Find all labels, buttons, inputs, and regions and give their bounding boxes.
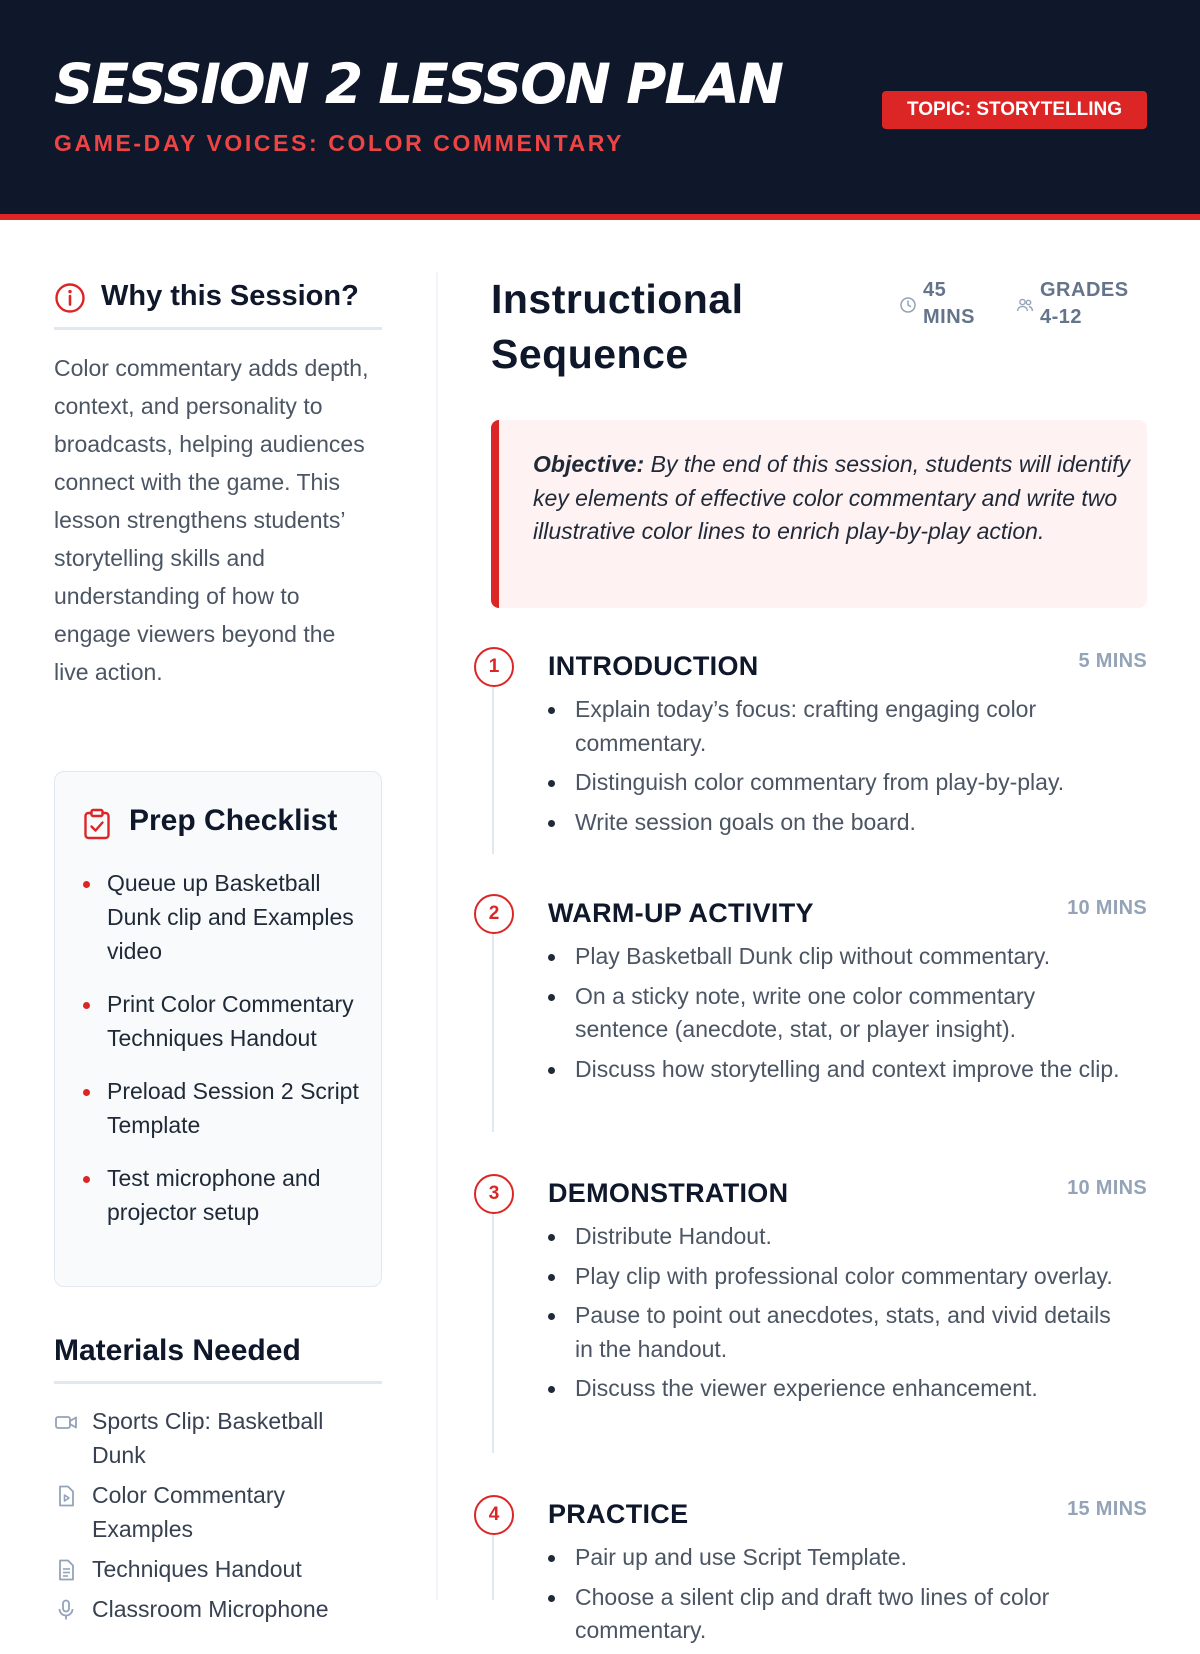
list-item-text: Discuss the viewer experience enhancement. [575, 1375, 1038, 1401]
prep-checklist-title: Prep Checklist [129, 804, 338, 837]
step-bullet-list [548, 1541, 1128, 1654]
checklist-item-text: Preload Session 2 Script Template [107, 1078, 359, 1138]
list-item-text: Distinguish color commentary from play-by-play. [575, 769, 1065, 795]
list-item [548, 693, 1128, 760]
list-item-text: Explain today’s focus: crafting engaging color commentary. [575, 696, 1037, 756]
list-item-text: Pair up and use Script Template. [575, 1544, 907, 1570]
step-number-badge: 4 [474, 1495, 514, 1535]
bullet-dot [548, 1234, 555, 1241]
bullet-dot [548, 820, 555, 827]
why-section-body: Color commentary adds depth, context, and personality to broadcasts, helping audiences connect with the game. This lesson strengthens students’ storytelling skills and understanding of how to engage viewers beyond the live action. [54, 355, 369, 685]
objective-text [533, 448, 1133, 549]
materials-section-header [54, 1330, 382, 1384]
materials-list [54, 1404, 382, 1632]
bullet-dot [83, 1089, 90, 1096]
list-item-text: Write session goals on the board. [575, 808, 916, 835]
checklist-item [83, 1074, 363, 1142]
list-item [548, 806, 1128, 840]
page-title: SESSION 2 LESSON PLAN [54, 52, 783, 116]
list-item-text: Distribute Handout. [575, 1223, 772, 1249]
page-subtitle: GAME-DAY VOICES: COLOR COMMENTARY [54, 130, 625, 156]
list-item [548, 1541, 1128, 1575]
step-bullet-list [548, 1220, 1128, 1412]
list-item [548, 1220, 1128, 1254]
video-file-icon [54, 1484, 78, 1508]
objective-body: By the end of this session, students will identify key elements of effective color commentary and write two illustrative color lines to enrich play-by-play action. [533, 451, 1131, 544]
users-icon [1016, 296, 1034, 314]
objective-callout [491, 420, 1147, 608]
step-duration: 10 MINS [1067, 1177, 1147, 1199]
step-title: DEMONSTRATION [548, 1178, 789, 1208]
list-item-text: Choose a silent clip and draft two lines of color commentary. [575, 1583, 1050, 1643]
bullet-dot [548, 954, 555, 961]
grade-range [1040, 277, 1150, 331]
step-bullet-list [548, 940, 1128, 1092]
info-circle-icon [54, 282, 86, 314]
sequence-title: Instructional Sequence [491, 276, 744, 377]
timeline-connector [492, 1211, 494, 1453]
prep-checklist [83, 866, 363, 1248]
timeline-connector [492, 684, 494, 854]
step-number-badge: 2 [474, 894, 514, 934]
microphone-icon [54, 1598, 78, 1622]
bullet-dot [548, 1067, 555, 1074]
duration-value: 45 [923, 279, 947, 301]
bullet-dot [83, 1002, 90, 1009]
bullet-dot [548, 1555, 555, 1562]
material-item [54, 1478, 382, 1546]
list-item [548, 766, 1128, 800]
list-item-text: On a sticky note, write one color commentary sentence (anecdote, stat, or player insight). [575, 982, 1036, 1042]
header-accent-rule [0, 214, 1200, 220]
bullet-dot [548, 1313, 555, 1320]
checklist-item-text: Print Color Commentary Techniques Handout [107, 991, 354, 1051]
why-section-header [54, 278, 382, 330]
step-duration: 5 MINS [1078, 650, 1147, 672]
document-icon [54, 1558, 78, 1582]
step-duration: 10 MINS [1067, 897, 1147, 919]
bullet-dot [548, 1274, 555, 1281]
material-item [54, 1592, 382, 1626]
bullet-dot [548, 1386, 555, 1393]
step-bullet-list [548, 693, 1128, 845]
objective-label: Objective: [533, 451, 645, 477]
topic-badge: TOPIC: STORYTELLING [882, 91, 1147, 129]
material-item [54, 1404, 382, 1472]
list-item-text: Play Basketball Dunk clip without commentary. [575, 943, 1051, 969]
grades-value: 4-12 [1040, 306, 1083, 328]
column-divider [436, 272, 438, 1600]
material-item [54, 1552, 382, 1586]
clock-icon [899, 296, 917, 314]
material-item-label: Color Commentary Examples [92, 1482, 285, 1542]
timeline-connector [492, 931, 494, 1132]
why-section-title: Why this Session? [101, 280, 359, 312]
grades-label: GRADES [1040, 279, 1129, 301]
bullet-dot [548, 994, 555, 1001]
list-item [548, 1260, 1128, 1294]
step-number-badge: 1 [474, 647, 514, 687]
checklist-item [83, 987, 363, 1055]
step-duration: 15 MINS [1067, 1498, 1147, 1520]
step-number-badge: 3 [474, 1174, 514, 1214]
checklist-item-text: Test microphone and projector setup [107, 1165, 321, 1225]
list-item [548, 940, 1128, 974]
list-item-text: Play clip with professional color commentary overlay. [575, 1262, 1113, 1289]
material-item-label: Techniques Handout [92, 1556, 302, 1582]
checklist-item-text: Queue up Basketball Dunk clip and Examples video [107, 870, 354, 964]
list-item [548, 980, 1128, 1047]
bullet-dot [83, 1176, 90, 1183]
bullet-dot [548, 780, 555, 787]
bullet-dot [548, 707, 555, 714]
session-duration [923, 277, 993, 331]
step-title: PRACTICE [548, 1499, 689, 1529]
duration-unit: MINS [923, 306, 975, 328]
clipboard-check-icon [83, 808, 111, 840]
checklist-item [83, 1161, 363, 1229]
prep-checklist-card [54, 771, 382, 1287]
list-item [548, 1372, 1128, 1406]
material-item-label: Classroom Microphone [92, 1596, 329, 1622]
list-item-text: Pause to point out anecdotes, stats, and vivid details in the handout. [575, 1302, 1111, 1362]
timeline-connector [492, 1532, 494, 1600]
step-title: WARM-UP ACTIVITY [548, 898, 814, 928]
list-item [548, 1299, 1128, 1366]
bullet-dot [548, 1595, 555, 1602]
bullet-dot [83, 881, 90, 888]
list-item [548, 1581, 1128, 1648]
materials-section-title: Materials Needed [54, 1334, 301, 1367]
list-item-text: Discuss how storytelling and context improve the clip. [575, 1055, 1120, 1082]
page-header [0, 0, 1200, 214]
step-title: INTRODUCTION [548, 651, 759, 681]
list-item [548, 1053, 1128, 1087]
checklist-item [83, 866, 363, 968]
video-camera-icon [54, 1410, 78, 1434]
material-item-label: Sports Clip: Basketball Dunk [92, 1408, 324, 1468]
